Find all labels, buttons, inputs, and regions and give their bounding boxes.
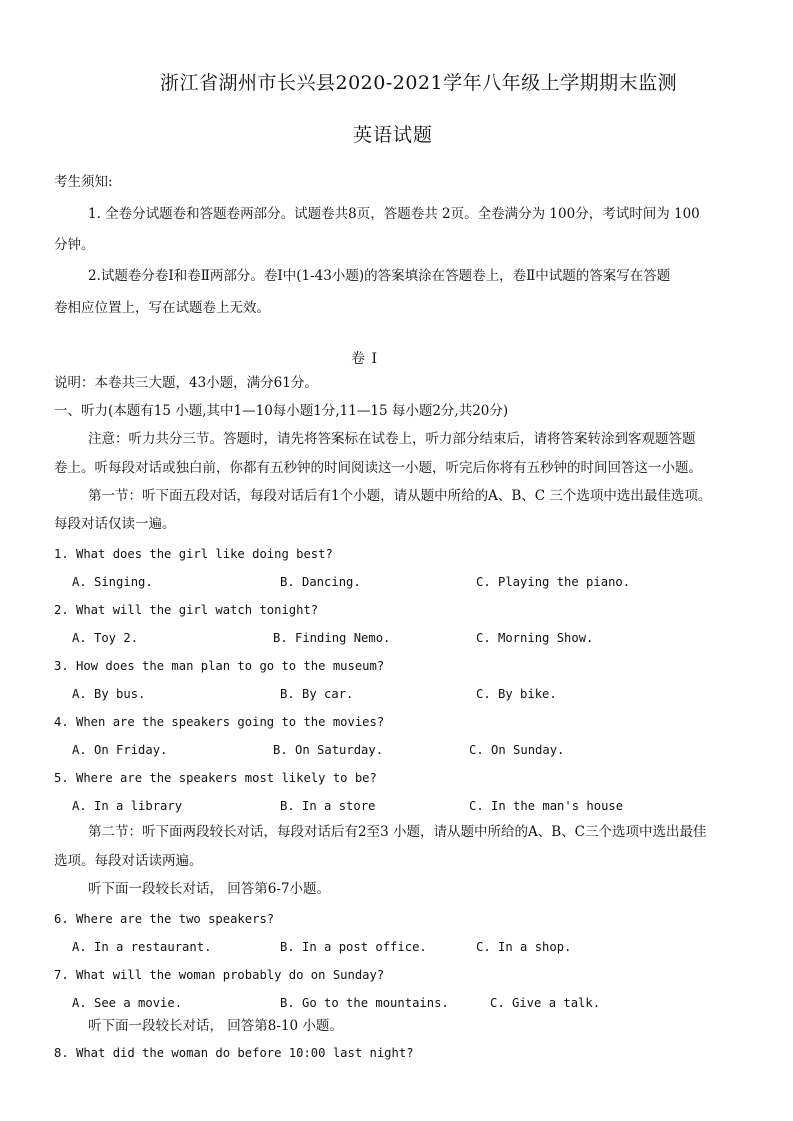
notice-heading: 考生须知: [54,174,113,190]
question-5-option-b: B. In a store [280,799,376,813]
question-3-option-b: B. By car. [280,687,354,701]
question-1-stem: 1. What does the girl like doing best? [54,547,333,561]
section2-instruction-line-1: 第二节：听下面两段较长对话，每段对话后有2至3 小题，请从题中所给的A、B、C三个选项中选出最佳 [88,824,707,840]
question-1-option-b: B. Dancing. [280,575,361,589]
section1-instruction-line-2: 每段对话仅读一遍。 [54,516,176,532]
notice-item-2-line-2: 卷相应位置上，写在试题卷上无效。 [54,300,270,316]
question-3-stem: 3. How does the man plan to go to the museum? [54,659,385,673]
question-5-option-c: C. In the man's house [469,799,624,813]
question-4-stem: 4. When are the speakers going to the movies? [54,715,385,729]
question-1-option-a: A. Singing. [72,575,153,589]
question-3-option-a: A. By bus. [72,687,146,701]
part1-note-line-2: 卷上。听每段对话或独白前，你都有五秒钟的时间阅读这一小题，听完后你将有五秒钟的时间回答这一小题。 [54,460,702,476]
listen-instruction-6-7: 听下面一段较长对话， 回答第6-7小题。 [88,881,331,897]
section2-instruction-line-2: 选项。每段对话读两遍。 [54,853,203,869]
question-4-option-c: C. On Sunday. [469,743,565,757]
exam-title: 浙江省湖州市长兴县2020-2021学年八年级上学期期末监测 [160,72,678,94]
exam-subtitle: 英语试题 [353,124,434,146]
question-6-option-c: C. In a shop. [476,940,572,954]
question-7-stem: 7. What will the woman probably do on Sunday? [54,968,385,982]
question-3-option-c: C. By bike. [476,687,557,701]
question-6-stem: 6. Where are the two speakers? [54,912,275,926]
question-6-option-a: A. In a restaurant. [72,940,212,954]
question-2-option-a: A. Toy 2. [72,631,139,645]
question-2-stem: 2. What will the girl watch tonight? [54,603,319,617]
question-6-option-b: B. In a post office. [280,940,427,954]
question-4-option-b: B. On Saturday. [273,743,384,757]
question-2-option-b: B. Finding Nemo. [273,631,391,645]
part1-note-line-1: 注意：听力共分三节。答题时，请先将答案标在试卷上，听力部分结束后，请将答案转涂到客观题答题 [88,431,696,447]
listen-instruction-8-10: 听下面一段较长对话， 回答第8-10 小题。 [88,1018,343,1034]
question-5-stem: 5. Where are the speakers most likely to be? [54,771,377,785]
question-1-option-c: C. Playing the piano. [476,575,631,589]
question-2-option-c: C. Morning Show. [476,631,594,645]
question-7-option-a: A. See a movie. [72,996,183,1010]
volume-explain: 说明：本卷共三大题，43小题，满分61分。 [54,375,318,391]
question-4-option-a: A. On Friday. [72,743,168,757]
section1-instruction-line-1: 第一节：听下面五段对话，每段对话后有1个小题，请从题中所给的A、B、C 三个选项中选出最佳选项。 [88,488,712,504]
volume-label: 卷 Ⅰ [351,351,378,367]
notice-item-2-line-1: 2.试题卷分卷Ⅰ和卷Ⅱ两部分。卷Ⅰ中(1-43小题)的答案填涂在答题卷上，卷Ⅱ中试题的答案写在答题 [88,268,671,284]
notice-item-1-line-2: 分钟。 [54,237,95,253]
question-7-option-c: C. Give a talk. [490,996,601,1010]
question-8-stem: 8. What did the woman do before 10:00 last night? [54,1046,414,1060]
question-7-option-b: B. Go to the mountains. [280,996,449,1010]
question-5-option-a: A. In a library [72,799,183,813]
notice-item-1-line-1: 1. 全卷分试题卷和答题卷两部分。试题卷共8页，答题卷共 2页。全卷满分为 100分，考试时间为 100 [88,206,700,222]
part1-heading: 一、听力(本题有15 小题,其中1—10每小题1分,11—15 每小题2分,共20分) [54,403,509,419]
